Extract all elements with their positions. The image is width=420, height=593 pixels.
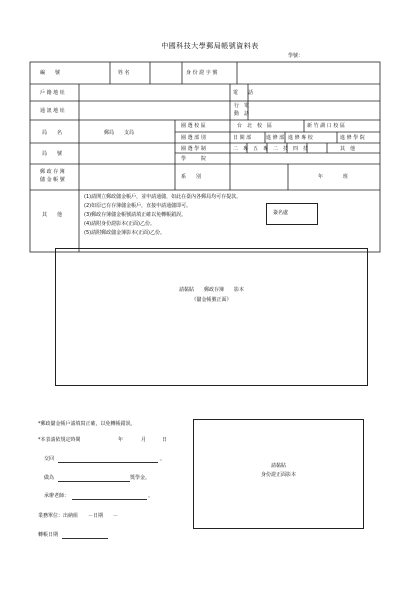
- bottom-note-year: 年: [118, 437, 124, 443]
- bottom-note-3b: 。: [160, 456, 166, 462]
- campus-option-hukou[interactable]: 新 竹 湖 口 校 區: [307, 123, 345, 129]
- signature-box[interactable]: [266, 203, 318, 225]
- bottom-note-4b: 獎學金。: [130, 475, 151, 481]
- teacher-field[interactable]: [72, 499, 147, 500]
- mobile-label-bottom: 動 話: [234, 111, 250, 117]
- campus-label: 圈 選 校 區: [181, 123, 206, 129]
- passbook-copy-line2: 《儲金帳號正面》: [191, 297, 232, 303]
- mobile-label-top: 行 電: [234, 103, 250, 109]
- bottom-note-5a: 承辦老師：: [44, 493, 70, 499]
- college-label: 學 院: [181, 156, 207, 162]
- mailing-address-field[interactable]: [81, 103, 228, 118]
- bottom-note-7: 轉帳日期: [38, 532, 59, 538]
- note-5: (5)請附郵政儲金簿影本(正面)乙份。: [84, 230, 165, 236]
- mailing-address-label: 通 訊 地 址: [40, 108, 65, 114]
- school-option-2tech[interactable]: 二 技: [273, 146, 289, 152]
- division-label: 圈 選 部 別: [181, 135, 206, 141]
- bottom-note-5b: 。: [148, 493, 154, 499]
- household-address-field[interactable]: [81, 86, 228, 99]
- account-number-field[interactable]: [81, 166, 173, 188]
- passbook-copy-box: [55, 248, 368, 386]
- id-number-field[interactable]: [239, 64, 378, 82]
- school-option-5yr[interactable]: 五 專: [253, 146, 269, 152]
- division-option-institute[interactable]: 進 修 學 院: [340, 135, 365, 141]
- id-copy-line1: 請黏貼: [270, 463, 286, 469]
- phone-label: 電 話: [233, 90, 254, 96]
- bottom-note-month: 月: [141, 437, 147, 443]
- school-option-other[interactable]: 其 他: [340, 146, 356, 152]
- account-label-line1: 郵 政 存 簿: [40, 169, 65, 175]
- bottom-note-6: 業務單位：出納組 －日期 －: [38, 513, 119, 519]
- division-option-day[interactable]: 日 間 部: [233, 135, 252, 141]
- bottom-note-2a: *本表請依規定時間: [38, 437, 81, 443]
- other-label: 其 他: [42, 212, 63, 218]
- id-card-copy-box: [193, 419, 364, 529]
- name-label: 姓 名: [118, 70, 130, 76]
- grade-class-label: 年 班: [318, 174, 349, 180]
- student-id-label: 學號：: [288, 53, 304, 59]
- id-copy-line2: 身份證正面影本: [260, 472, 296, 478]
- household-address-label: 戶 籍 地 址: [40, 90, 65, 96]
- department-label: 系 別: [181, 174, 202, 180]
- note-4: (4)請附身份證影本(正面)乙份。: [84, 221, 155, 227]
- page-title: 中國科技大學郵局帳號資料表: [161, 42, 259, 50]
- note-2: (2)如原已有存簿儲金帳戶，直接申請通儲即可。: [84, 203, 192, 209]
- return-to-field[interactable]: [58, 462, 158, 463]
- passbook-copy-line1: 請黏貼 郵政存簿 影本: [178, 287, 244, 293]
- division-option-evening[interactable]: 進 修 部: [266, 135, 285, 141]
- bottom-note-day: 日: [162, 437, 168, 443]
- number-field[interactable]: [80, 64, 108, 82]
- division-option-junior-college[interactable]: 進 修 專 校: [288, 135, 313, 141]
- name-field[interactable]: [152, 64, 180, 82]
- number-label: 編 號: [40, 70, 61, 76]
- note-1: (1)請開立郵政儲金帳戶，並申請通儲，如此在臺內各郵局均可存提款。: [84, 194, 242, 200]
- signature-label: 簽名處: [273, 210, 289, 216]
- bottom-note-4a: 做為: [44, 475, 55, 481]
- school-option-2yr[interactable]: 二 專: [233, 146, 249, 152]
- campus-option-taipei[interactable]: 台 北 校 區: [237, 123, 273, 129]
- school-system-label: 圈 選 學 制: [181, 146, 206, 152]
- mobile-field[interactable]: [250, 103, 378, 118]
- bottom-note-3a: 交回: [44, 456, 55, 462]
- phone-field[interactable]: [250, 86, 378, 99]
- transfer-date-field[interactable]: [62, 538, 108, 539]
- office-code-label: 局 號: [42, 151, 63, 157]
- post-office-value: 郵局 支局: [104, 130, 135, 136]
- bottom-note-1: *郵政儲金帳戶請填寫正確，以免轉帳錯誤。: [38, 421, 136, 427]
- purpose-field[interactable]: [58, 481, 130, 482]
- account-label-line2: 儲 金 帳 號: [40, 177, 65, 183]
- post-office-label: 局 名: [42, 130, 63, 136]
- id-number-label: 身 份 證 字 號: [186, 70, 218, 76]
- school-option-4tech[interactable]: 四 技: [293, 146, 309, 152]
- note-3: (3)郵政存簿儲金帳號請填正確以免轉帳錯誤。: [84, 212, 187, 218]
